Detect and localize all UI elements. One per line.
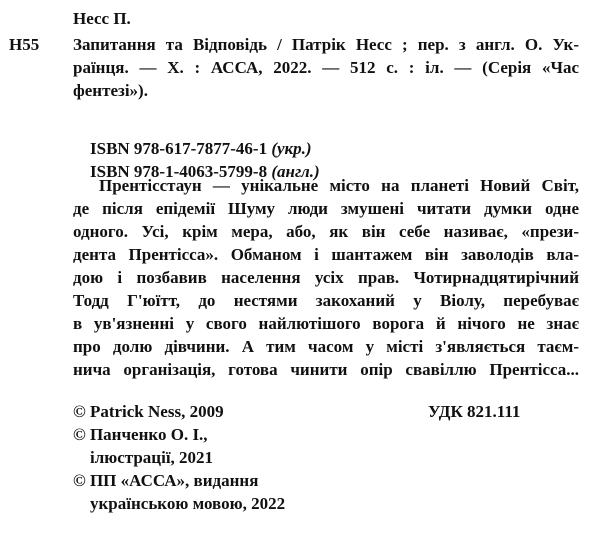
copyright-author: © Patrick Ness, 2009 bbox=[73, 402, 224, 421]
annotation-line-7: в ув'язненні у свого найлютішого ворога й нічого не знає bbox=[73, 314, 579, 333]
udc-code: УДК 821.111 bbox=[428, 402, 521, 421]
description-line-1: Запитання та Відповідь / Патрік Несс ; пер. з англ. О. Ук- bbox=[73, 35, 579, 54]
annotation-line-6: Тодд Г'юїтт, до нестями закоханий у Віолу, перебуває bbox=[73, 291, 579, 310]
copyright-publisher-note: українською мовою, 2022 bbox=[90, 494, 286, 513]
copyright-illustrator: © Панченко О. І., bbox=[73, 425, 208, 444]
annotation-line-9: нича організація, готова чинити опір свавіллю Прентісса... bbox=[73, 360, 579, 379]
class-code: Н55 bbox=[9, 35, 40, 54]
description-line-2: раїнця. — Х. : АССА, 2022. — 512 с. : іл. — (Серія «Час bbox=[73, 58, 579, 77]
annotation-line-5: дою і позбавив населення усіх прав. Чотирнадцятирічний bbox=[73, 268, 579, 287]
isbn-note: (укр.) bbox=[271, 139, 312, 158]
copyright-illustrator-note: ілюстрації, 2021 bbox=[90, 448, 214, 467]
isbn-number: ISBN 978-1-4063-5799-8 bbox=[90, 162, 268, 181]
annotation-line-2: де після епідемії Шуму люди змушені читати думки одне bbox=[73, 199, 579, 218]
annotation-line-8: про долю дівчини. А тим часом у місті з'являється таєм- bbox=[73, 337, 579, 356]
annotation-line-3: одного. Усі, крім мера, або, як він себе називає, «прези- bbox=[73, 222, 579, 241]
annotation-line-1: Прентісстаун — унікальне місто на планеті Новий Світ, bbox=[99, 176, 579, 195]
author-heading: Несс П. bbox=[73, 9, 131, 28]
description-line-3: фентезі»). bbox=[73, 81, 148, 100]
copyright-publisher: © ПП «АССА», видання bbox=[73, 471, 259, 490]
annotation-line-4: дента Прентісса». Обманом і шантажем він заволодів вла- bbox=[73, 245, 579, 264]
isbn-note: (англ.) bbox=[271, 162, 320, 181]
isbn-number: ISBN 978-617-7877-46-1 bbox=[90, 139, 268, 158]
